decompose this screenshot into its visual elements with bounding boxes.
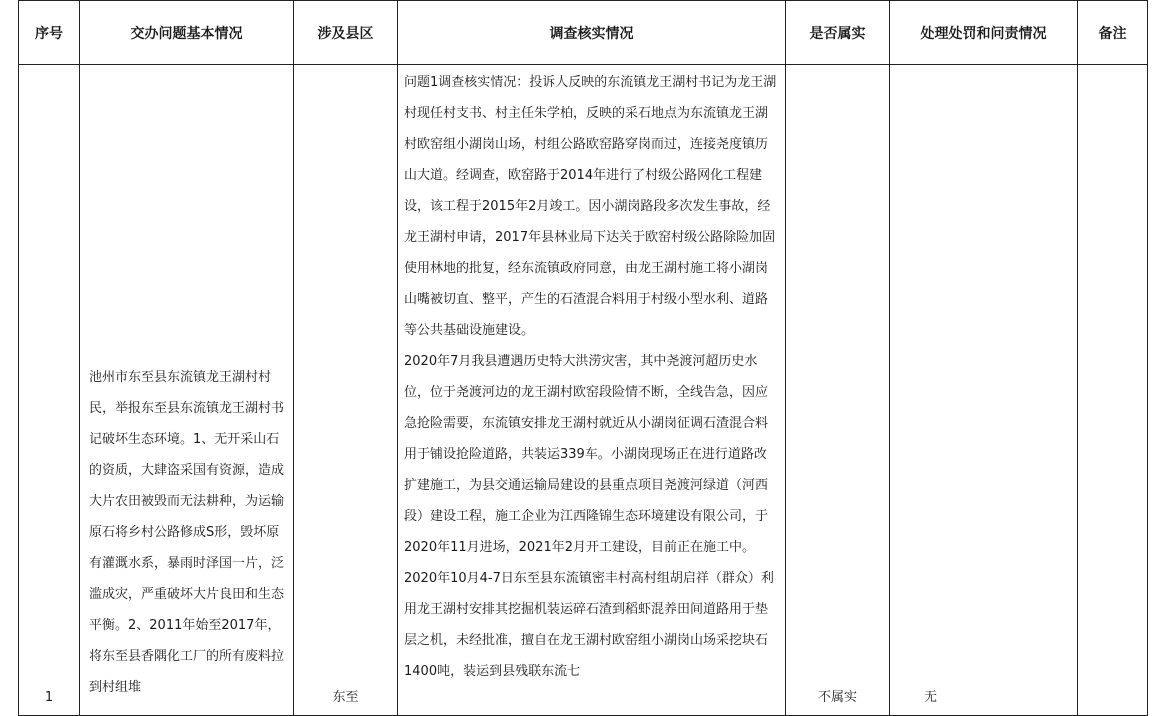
case-table (18, 0, 1148, 716)
county-value: 东至 (332, 690, 359, 705)
cell-penalty (890, 65, 1078, 716)
header-penalty: 处理处罚和问责情况 (890, 1, 1078, 65)
header-row (19, 1, 1148, 65)
cell-is-true (786, 65, 890, 716)
header-is-true: 是否属实 (786, 1, 890, 65)
table-row (19, 65, 1148, 716)
header-basic: 交办问题基本情况 (80, 1, 294, 65)
cell-basic (80, 65, 294, 716)
header-seq: 序号 (19, 1, 80, 65)
investigation-paragraph-1: 问题1调查核实情况：投诉人反映的东流镇龙王湖村书记为龙王湖村现任村支书、村主任朱学柏，反映的采石地点为东流镇龙王湖村欧窑组小湖岗山场，村组公路欧窑路穿岗而过，连接尧度镇历山大道。经调查，欧窑路于2014年进行了村级公路网化工程建设，该工程于2015年2月竣工。因小湖岗路段多次发生事故，经龙王湖村申请，2017年县林业局下达关于欧窑村级公路除险加固使用林地的批复，经东流镇政府同意，由龙王湖村施工将小湖岗山嘴被切直、整平，产生的石渣混合料用于村级小型水利、道路等公共基础设施建设。 (404, 75, 777, 338)
cell-investigation (398, 65, 786, 716)
penalty-value: 无 (924, 690, 938, 705)
investigation-paragraph-2: 2020年7月我县遭遇历史特大洪涝灾害，其中尧渡河超历史水位，位于尧渡河边的龙王湖村欧窑段险情不断，全线告急，因应急抢险需要，东流镇安排龙王湖村就近从小湖岗征调石渣混合料用于铺设抢险道路，共装运339车。小湖岗现场正在进行道路改扩建施工，为县交通运输局建设的县重点项目尧渡河绿道（河西段）建设工程，施工企业为江西隆锦生态环境建设有限公司，于2020年11月进场，2021年2月开工建设，目前正在施工中。2020年10月4-7日东至县东流镇密丰村高村组胡启祥（群众）利用龙王湖村安排其挖掘机装运碎石渣到稻虾混养田间道路用于垫层之机，未经批准，擅自在龙王湖村欧窑组小湖岗山场采挖块石1400吨，装运到县残联东流七 (404, 354, 774, 679)
header-investigation: 调查核实情况 (398, 1, 786, 65)
header-remark: 备注 (1078, 1, 1148, 65)
cell-seq (19, 65, 80, 716)
cell-remark (1078, 65, 1148, 716)
header-county: 涉及县区 (294, 1, 398, 65)
basic-text: 池州市东至县东流镇龙王湖村村民，举报东至县东流镇龙王湖村书记破坏生态环境。1、无开采山石的资质，大肆盗采国有资源，造成大片农田被毁而无法耕种，为运输原石将乡村公路修成S形，毁坏原有灌溉水系，暴雨时泽国一片，泛滥成灾，严重破坏大片良田和生态平衡。2、2011年始至2017年，将东至县香隅化工厂的所有废料拉到村组堆 (89, 370, 285, 695)
cell-county (294, 65, 398, 716)
seq-value: 1 (44, 690, 54, 705)
is-true-value: 不属实 (817, 690, 857, 705)
